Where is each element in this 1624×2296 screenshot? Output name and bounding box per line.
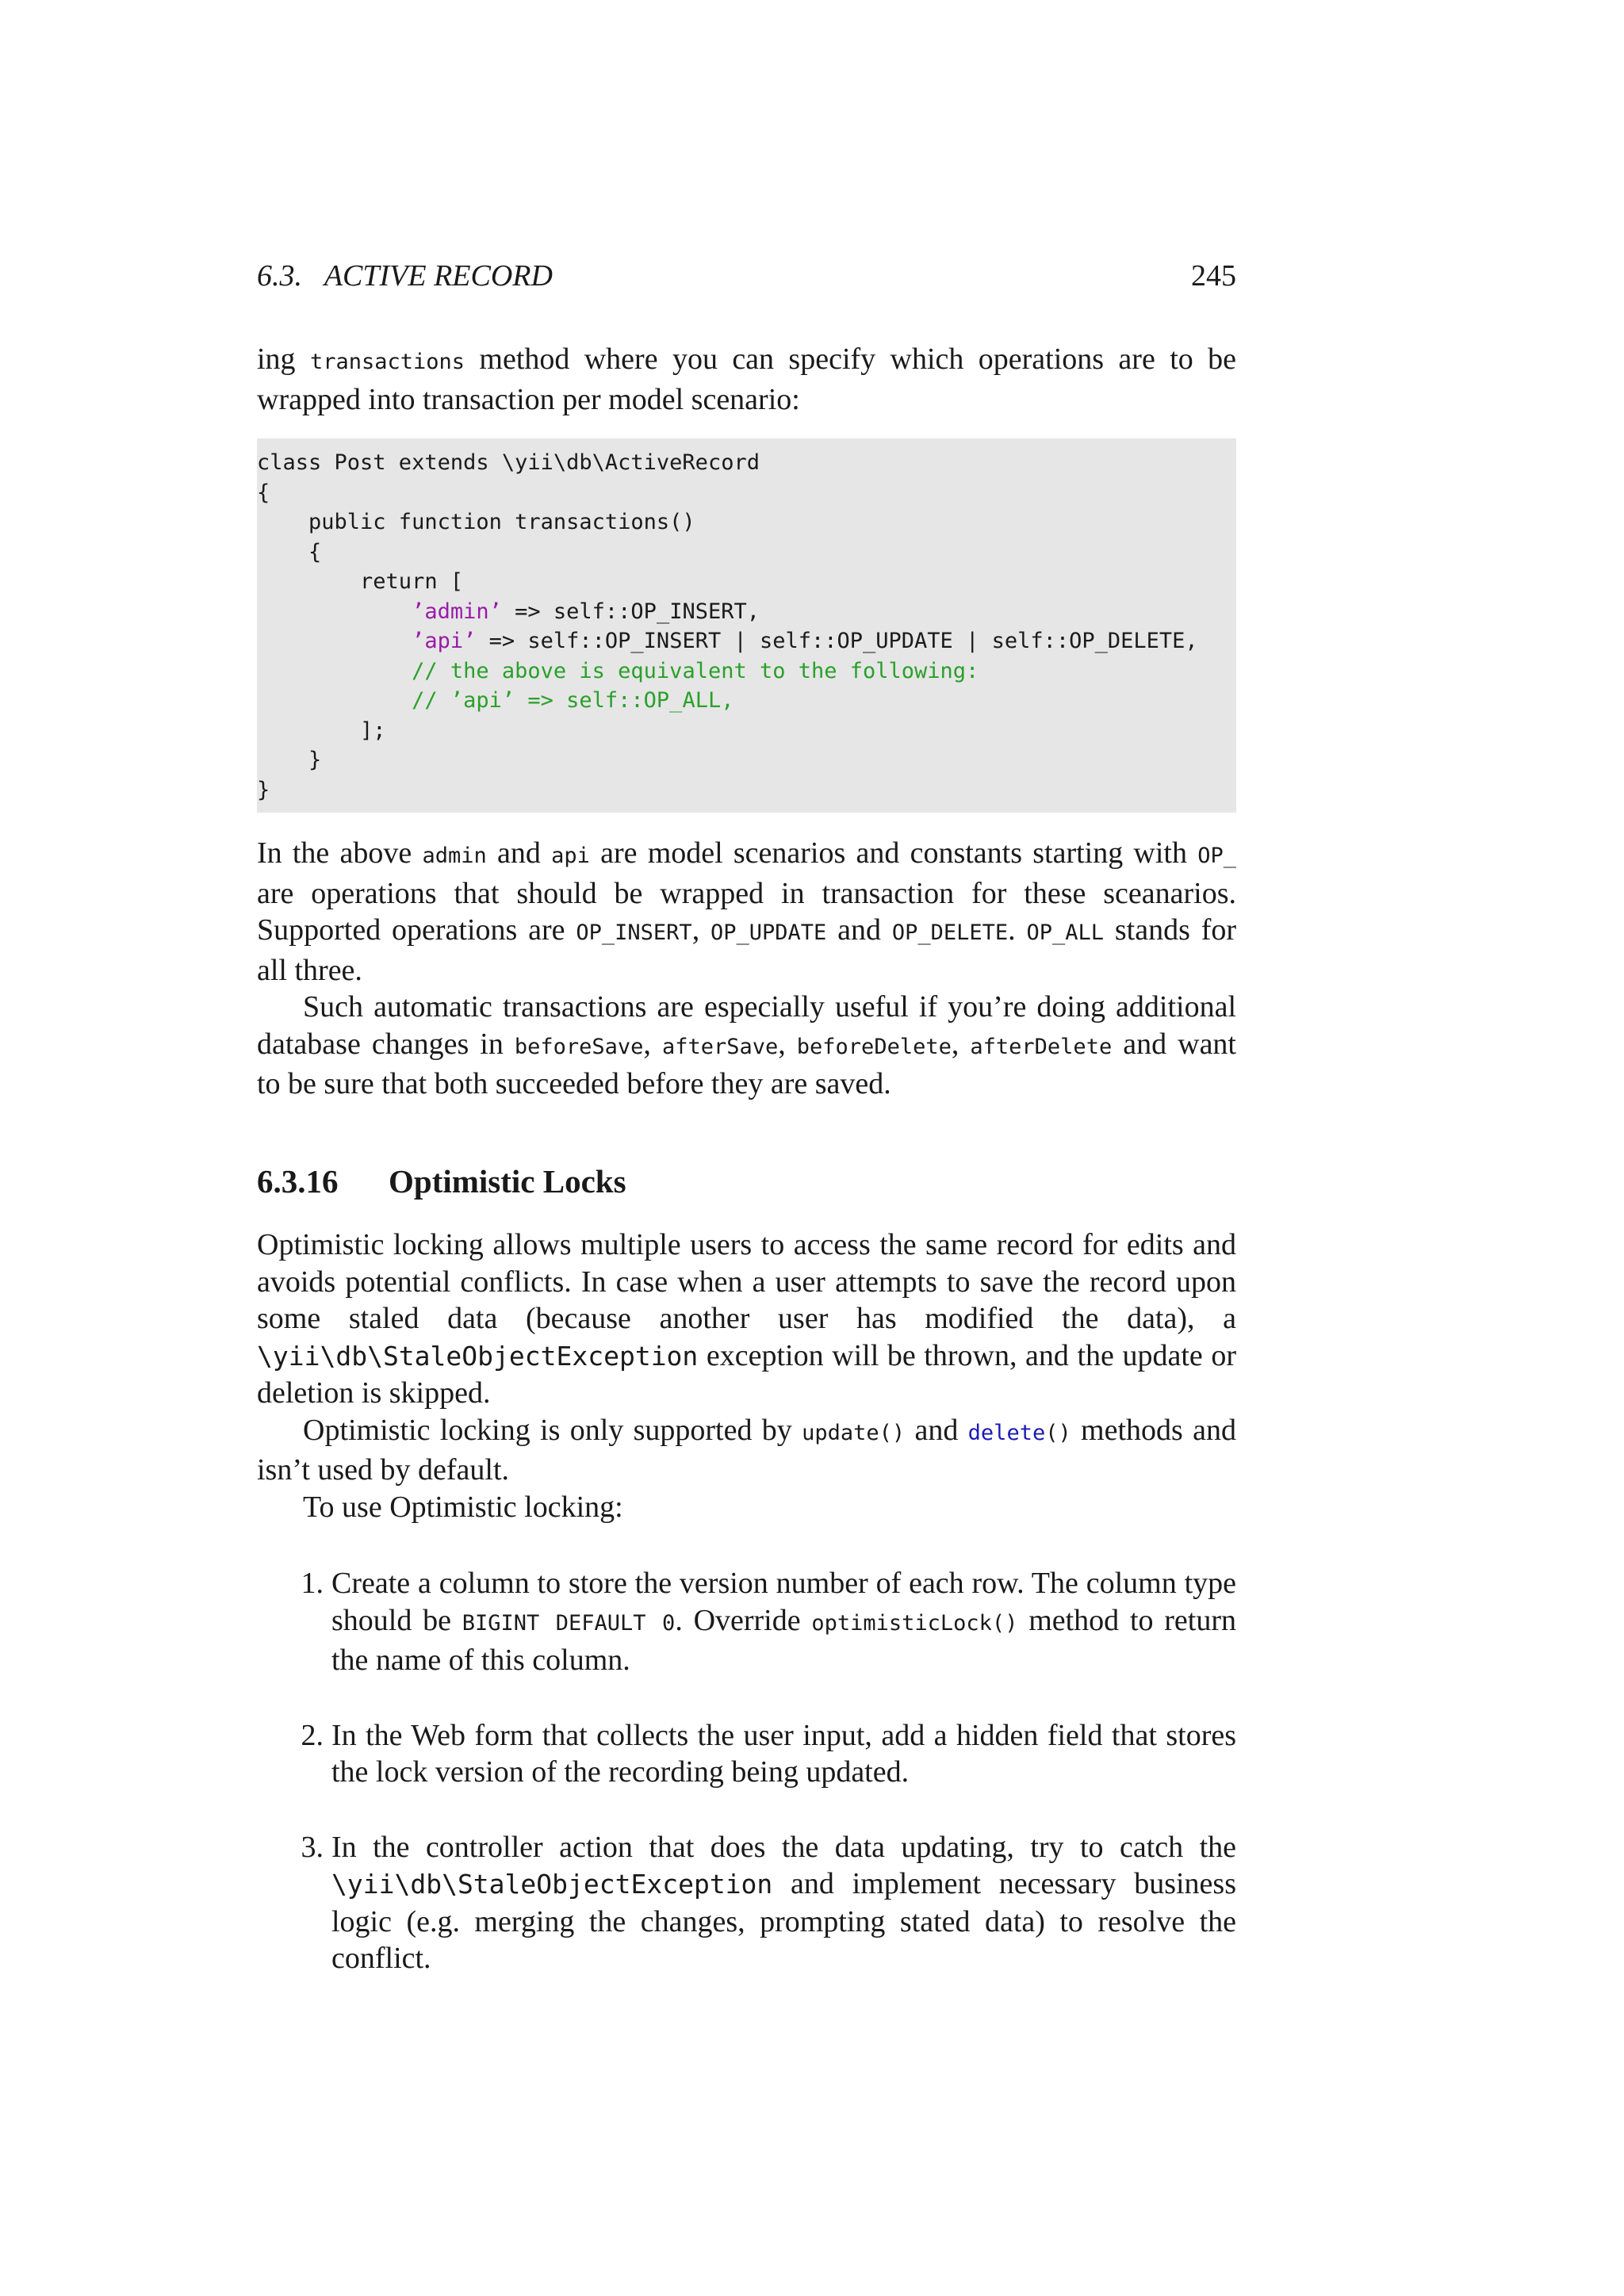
code-string: ’api’ xyxy=(412,629,477,653)
code-line: } xyxy=(257,777,270,802)
automatic-transactions-paragraph xyxy=(257,989,1236,1103)
text: Such automatic transactions are especially useful if you’re doing additional database changes in xyxy=(257,990,1236,1061)
inline-code: update() xyxy=(802,1420,906,1445)
section-title: Optimistic Locks xyxy=(389,1162,626,1200)
inline-code: () xyxy=(1045,1420,1071,1445)
text: and implement necessary business logic (e.g. merging the changes, prompting stated data) to resolve the conflict. xyxy=(331,1867,1236,1975)
inline-code: BIGINT DEFAULT 0 xyxy=(462,1610,676,1636)
text: exception will be thrown, and the update or deletion is skipped. xyxy=(257,1338,1236,1410)
inline-code: optimisticLock() xyxy=(811,1610,1018,1636)
text: . xyxy=(1008,913,1027,947)
page-number: 245 xyxy=(1191,259,1236,293)
list-item xyxy=(257,1829,1236,1977)
inline-code: OP_ALL xyxy=(1026,920,1105,945)
code-line: public function transactions() xyxy=(257,510,695,534)
text: Optimistic locking allows multiple users to access the same record for edits and avoids potential conflicts. In case when a user attempts to save the record upon some staled data (because another user has modified the data), a xyxy=(257,1228,1236,1335)
inline-code: api xyxy=(551,844,590,868)
text: stands for all three. xyxy=(257,913,1237,987)
inline-code: afterSave xyxy=(661,1034,779,1059)
code-line: ]; xyxy=(257,718,386,743)
text: and xyxy=(486,836,552,870)
list-item xyxy=(257,1565,1236,1679)
list-item xyxy=(257,1717,1236,1791)
code-line xyxy=(257,626,1236,656)
section-number: 6.3.16 xyxy=(257,1162,339,1200)
inline-code: admin xyxy=(422,844,487,868)
text: methods and isn’t used by default. xyxy=(257,1413,1237,1487)
running-header xyxy=(257,258,1236,293)
text: , xyxy=(691,913,711,947)
list-text xyxy=(331,1565,1236,1679)
code-line: class Post extends \yii\db\ActiveRecord xyxy=(257,450,760,475)
code-line: { xyxy=(257,480,270,505)
optimistic-locking-paragraph xyxy=(257,1226,1236,1412)
code-comment: // the above is equivalent to the following: xyxy=(412,658,979,683)
text: and xyxy=(905,1413,968,1447)
text: and xyxy=(826,913,892,947)
text: , xyxy=(951,1027,971,1061)
text: Optimistic locking is only supported by xyxy=(303,1413,802,1447)
list-number: 2. xyxy=(301,1718,324,1752)
inline-code: OP_DELETE xyxy=(891,920,1009,945)
inline-code: OP_INSERT xyxy=(576,920,692,945)
code-line xyxy=(257,656,1236,687)
text: method to return the name of this column. xyxy=(331,1603,1236,1677)
code-line: } xyxy=(257,748,322,772)
code-indent xyxy=(257,659,412,683)
text: In the above xyxy=(257,836,423,870)
inline-code: beforeSave xyxy=(514,1034,644,1059)
inline-code: afterDelete xyxy=(970,1034,1113,1059)
text: method where you can specify which operations are to be wrapped into transaction per model scenario: xyxy=(257,342,1236,416)
list-text: In the Web form that collects the user input, add a hidden field that stores the lock version of the recording being updated. xyxy=(331,1718,1236,1789)
code-line xyxy=(257,686,1236,716)
list-text xyxy=(331,1829,1236,1977)
inline-code: \yii\db\StaleObjectException xyxy=(331,1869,773,1900)
code-indent xyxy=(257,629,412,653)
code-block xyxy=(257,438,1236,813)
scenarios-paragraph xyxy=(257,835,1236,989)
inline-code: OP_UPDATE xyxy=(710,920,827,945)
code-line xyxy=(257,597,1236,627)
text: , xyxy=(778,1027,797,1061)
code-text: => self::OP_INSERT, xyxy=(501,599,760,624)
section-heading xyxy=(257,1163,1236,1200)
inline-code: OP_ xyxy=(1197,844,1236,868)
text: and want to be sure that both succeeded before they are saved. xyxy=(257,1027,1236,1100)
code-string: ’admin’ xyxy=(412,599,502,624)
header-section-title: 6.3. ACTIVE RECORD xyxy=(257,259,553,293)
steps-list xyxy=(257,1565,1236,1977)
supported-methods-paragraph xyxy=(257,1412,1236,1489)
code-comment: // ’api’ => self::OP_ALL, xyxy=(412,688,734,713)
text: , xyxy=(643,1027,662,1061)
list-number: 1. xyxy=(301,1567,324,1600)
list-number: 3. xyxy=(301,1830,324,1864)
text: are model scenarios and constants starting with xyxy=(589,836,1198,870)
inline-code: beforeDelete xyxy=(796,1034,952,1059)
code-indent xyxy=(257,688,412,713)
inline-code: transactions xyxy=(309,350,465,374)
page-body xyxy=(257,341,1236,2015)
inline-code: \yii\db\StaleObjectException xyxy=(257,1340,699,1372)
delete-method-link[interactable]: delete xyxy=(967,1420,1046,1445)
text: In the controller action that does the data updating, try to catch the xyxy=(331,1830,1236,1864)
code-line: { xyxy=(257,539,322,564)
usage-intro-paragraph: To use Optimistic locking: xyxy=(303,1490,623,1524)
text: . Override xyxy=(675,1603,812,1637)
intro-paragraph xyxy=(257,341,1236,418)
text: ing xyxy=(257,342,310,376)
code-indent xyxy=(257,599,412,624)
text: Create a column to store the version number of each row. The column type should be xyxy=(331,1567,1236,1637)
code-text: => self::OP_INSERT | self::OP_UPDATE | self::OP_DELETE, xyxy=(476,629,1198,653)
text: are operations that should be wrapped in transaction for these sceanarios. Supported operations are xyxy=(257,876,1236,947)
code-line: return [ xyxy=(257,569,464,594)
